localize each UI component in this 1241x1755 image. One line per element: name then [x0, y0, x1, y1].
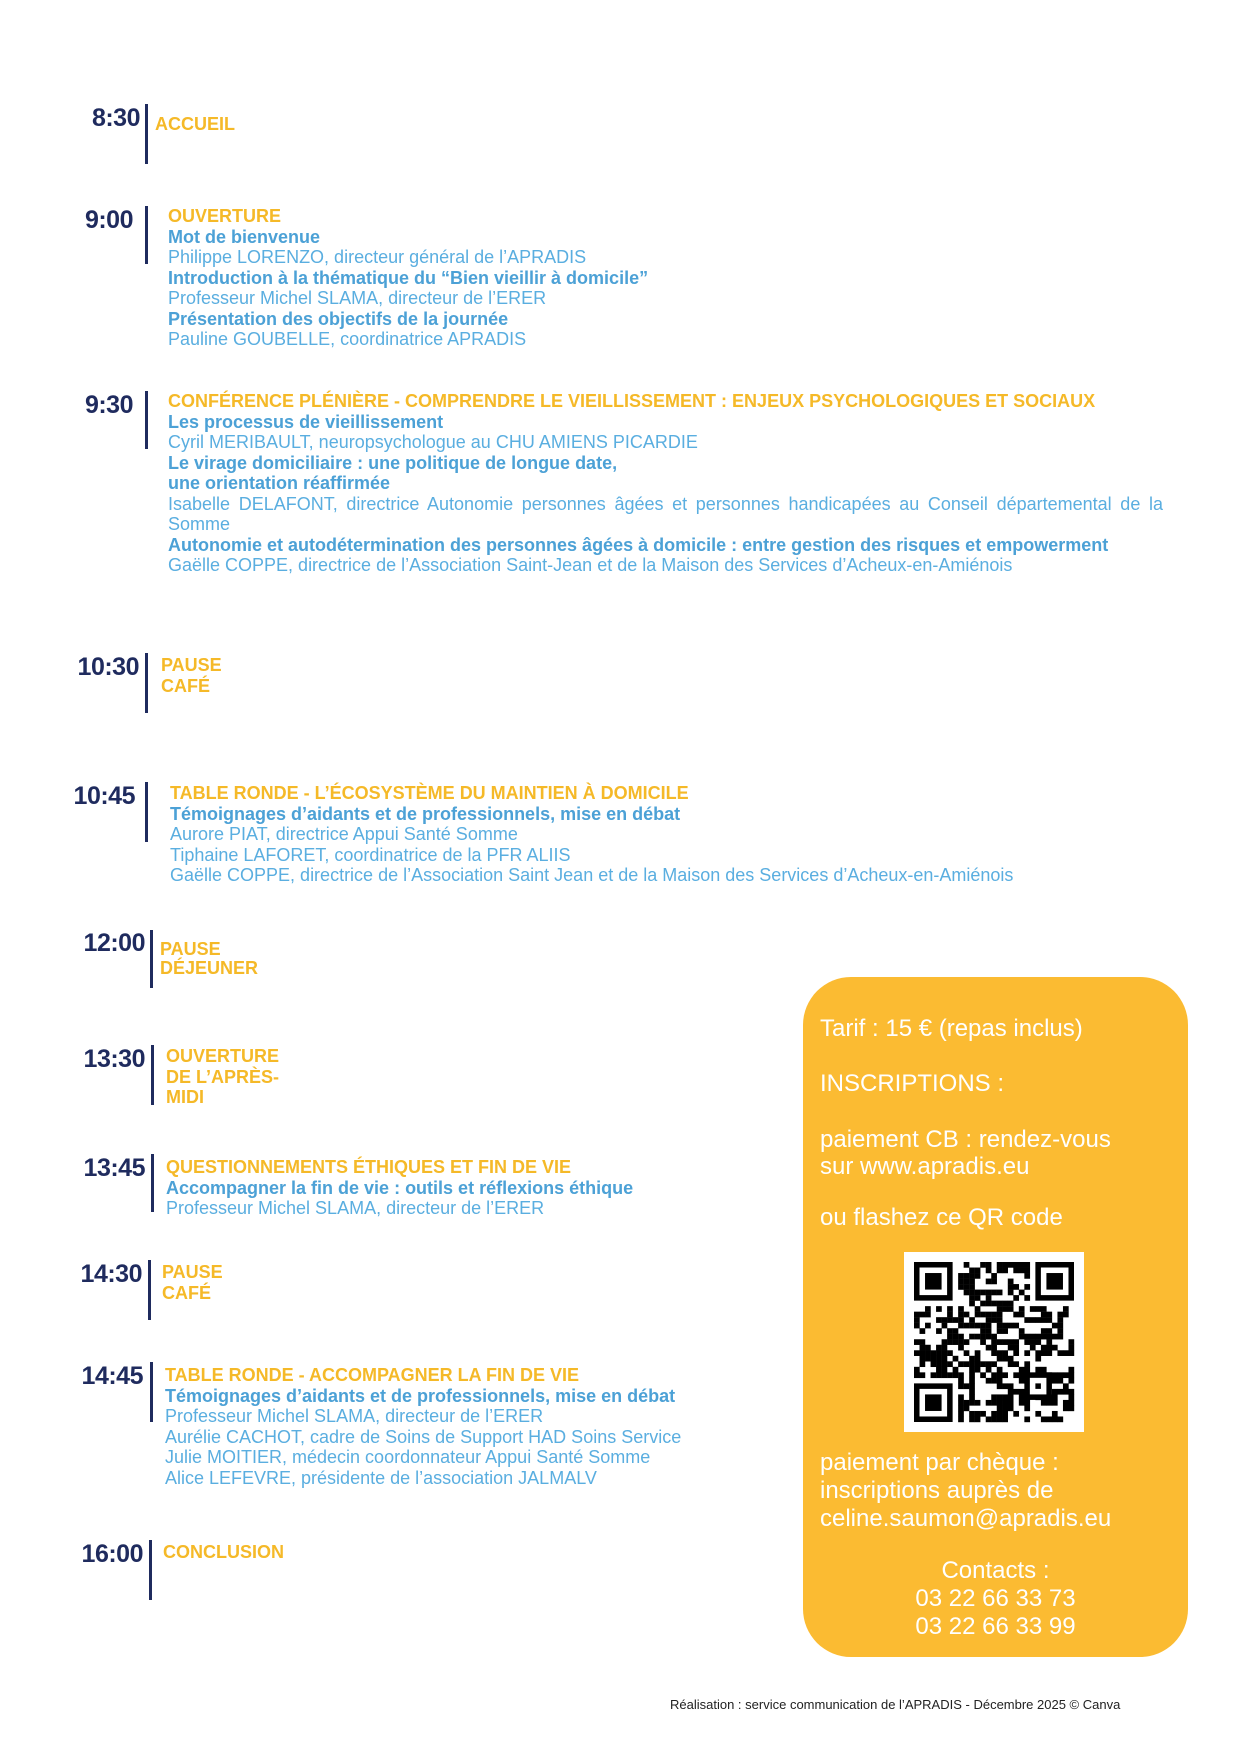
timeline-bar	[145, 653, 148, 713]
price-text: Tarif : 15 € (repas inclus)	[820, 1015, 1083, 1042]
time-label: 9:30	[84, 391, 133, 419]
speaker: Aurore PIAT, directrice Appui Santé Somme	[170, 824, 518, 844]
time-label: 13:45	[83, 1154, 145, 1182]
session-heading: CONCLUSION	[163, 1542, 284, 1562]
time-label: 10:30	[77, 653, 139, 681]
session-heading: TABLE RONDE - L’ÉCOSYSTÈME DU MAINTIEN À DOMICILE	[170, 783, 689, 803]
speaker: Cyril MERIBAULT, neuropsychologue au CHU AMIENS PICARDIE	[168, 432, 698, 452]
time-label: 14:30	[80, 1260, 142, 1288]
session-topic: Témoignages d’aidants et de professionnels, mise en débat	[165, 1385, 676, 1406]
timeline-bar	[145, 104, 148, 164]
timeline-bar	[150, 930, 153, 988]
speaker: Gaëlle COPPE, directrice de l’Association Saint Jean et de la Maison des Services d’Acheux-en-Amiénois	[170, 865, 1014, 885]
session-heading: PAUSE CAFÉ	[161, 655, 222, 696]
time-label: 16:00	[81, 1540, 143, 1568]
speaker: Pauline GOUBELLE, coordinatrice APRADIS	[168, 329, 527, 349]
time-label: 8:30	[91, 104, 140, 132]
qr-instruction: ou flashez ce QR code	[820, 1204, 1063, 1231]
session-topic: Introduction à la thématique du “Bien vieillir à domicile”	[168, 267, 649, 288]
session-heading: CONFÉRENCE PLÉNIÈRE - COMPRENDRE LE VIEILLISSEMENT : ENJEUX PSYCHOLOGIQUES ET SOCIAUX	[168, 391, 1096, 411]
card-payment-text: paiement CB : rendez-vous	[820, 1126, 1111, 1153]
session-heading: TABLE RONDE - ACCOMPAGNER LA FIN DE VIE	[165, 1365, 579, 1385]
session-topic: Témoignages d’aidants et de professionnels, mise en débat	[170, 803, 681, 824]
timeline-bar	[145, 391, 148, 449]
qr-code-icon[interactable]	[904, 1252, 1084, 1432]
timeline-bar	[150, 1362, 153, 1422]
session-topic: Présentation des objectifs de la journée	[168, 308, 509, 329]
footer-credit: Réalisation : service communication de l’APRADIS - Décembre 2025 © Canva	[670, 1697, 1121, 1712]
session-heading: PAUSE	[160, 939, 221, 959]
session-topic: Le virage domiciliaire : une politique de longue date,	[168, 452, 618, 473]
session-heading: ACCUEIL	[155, 114, 235, 134]
speaker: Julie MOITIER, médecin coordonnateur Appui Santé Somme	[165, 1447, 651, 1467]
session-heading-line2: DÉJEUNER	[160, 958, 259, 978]
cheque-instruction: inscriptions auprès de	[820, 1477, 1054, 1504]
registration-card	[803, 977, 1188, 1657]
speaker: Professeur Michel SLAMA, directeur de l’ERER	[165, 1406, 544, 1426]
speaker: Tiphaine LAFORET, coordinatrice de la PFR ALIIS	[170, 844, 571, 865]
phone-number[interactable]: 03 22 66 33 99	[915, 1613, 1076, 1640]
speaker: Professeur Michel SLAMA, directeur de l’ERER	[166, 1198, 545, 1218]
timeline-bar	[151, 1045, 154, 1105]
time-label: 12:00	[83, 929, 145, 957]
speaker: Gaëlle COPPE, directrice de l’Association Saint-Jean et de la Maison des Services d’Acheux-en-Amiénois	[168, 555, 1013, 575]
session-heading: QUESTIONNEMENTS ÉTHIQUES ET FIN DE VIE	[166, 1157, 572, 1177]
contacts-label: Contacts :	[941, 1557, 1050, 1584]
website-link[interactable]: sur www.apradis.eu	[820, 1153, 1030, 1180]
email-link[interactable]: celine.saumon@apradis.eu	[820, 1505, 1112, 1532]
session-topic: Accompagner la fin de vie : outils et réflexions éthique	[166, 1177, 634, 1198]
speaker: Alice LEFEVRE, présidente de l’association JALMALV	[165, 1467, 597, 1488]
speaker: Aurélie CACHOT, cadre de Soins de Support HAD Soins Service	[165, 1426, 682, 1447]
timeline-bar	[148, 1260, 151, 1320]
time-label: 14:45	[81, 1362, 143, 1390]
session-topic: Les processus de vieillissement	[168, 411, 444, 432]
speaker: Philippe LORENZO, directeur général de l’APRADIS	[168, 247, 587, 267]
timeline-bar	[151, 1154, 154, 1212]
speaker: Isabelle DELAFONT, directrice Autonomie personnes âgées et personnes handicapées au Conseil départemental de la Somme	[168, 493, 1163, 534]
timeline-bar	[145, 206, 148, 264]
time-label: 13:30	[83, 1045, 145, 1073]
timeline-bar	[149, 1540, 152, 1600]
cheque-payment-text: paiement par chèque :	[820, 1449, 1059, 1476]
session-topic: Mot de bienvenue	[168, 226, 321, 247]
timeline-bar	[145, 782, 148, 842]
session-topic: une orientation réaffirmée	[168, 473, 391, 493]
phone-number[interactable]: 03 22 66 33 73	[915, 1585, 1076, 1612]
time-label: 10:45	[73, 782, 135, 810]
session-heading: OUVERTURE	[168, 206, 282, 226]
session-heading: OUVERTURE DE L’APRÈS-MIDI	[166, 1046, 280, 1107]
time-label: 9:00	[84, 206, 133, 234]
registration-heading: INSCRIPTIONS :	[820, 1070, 1005, 1097]
session-topic: Autonomie et autodétermination des personnes âgées à domicile : entre gestion des risques et empowerment	[168, 534, 1109, 555]
session-heading: PAUSE CAFÉ	[162, 1262, 223, 1303]
speaker: Professeur Michel SLAMA, directeur de l’ERER	[168, 288, 547, 308]
